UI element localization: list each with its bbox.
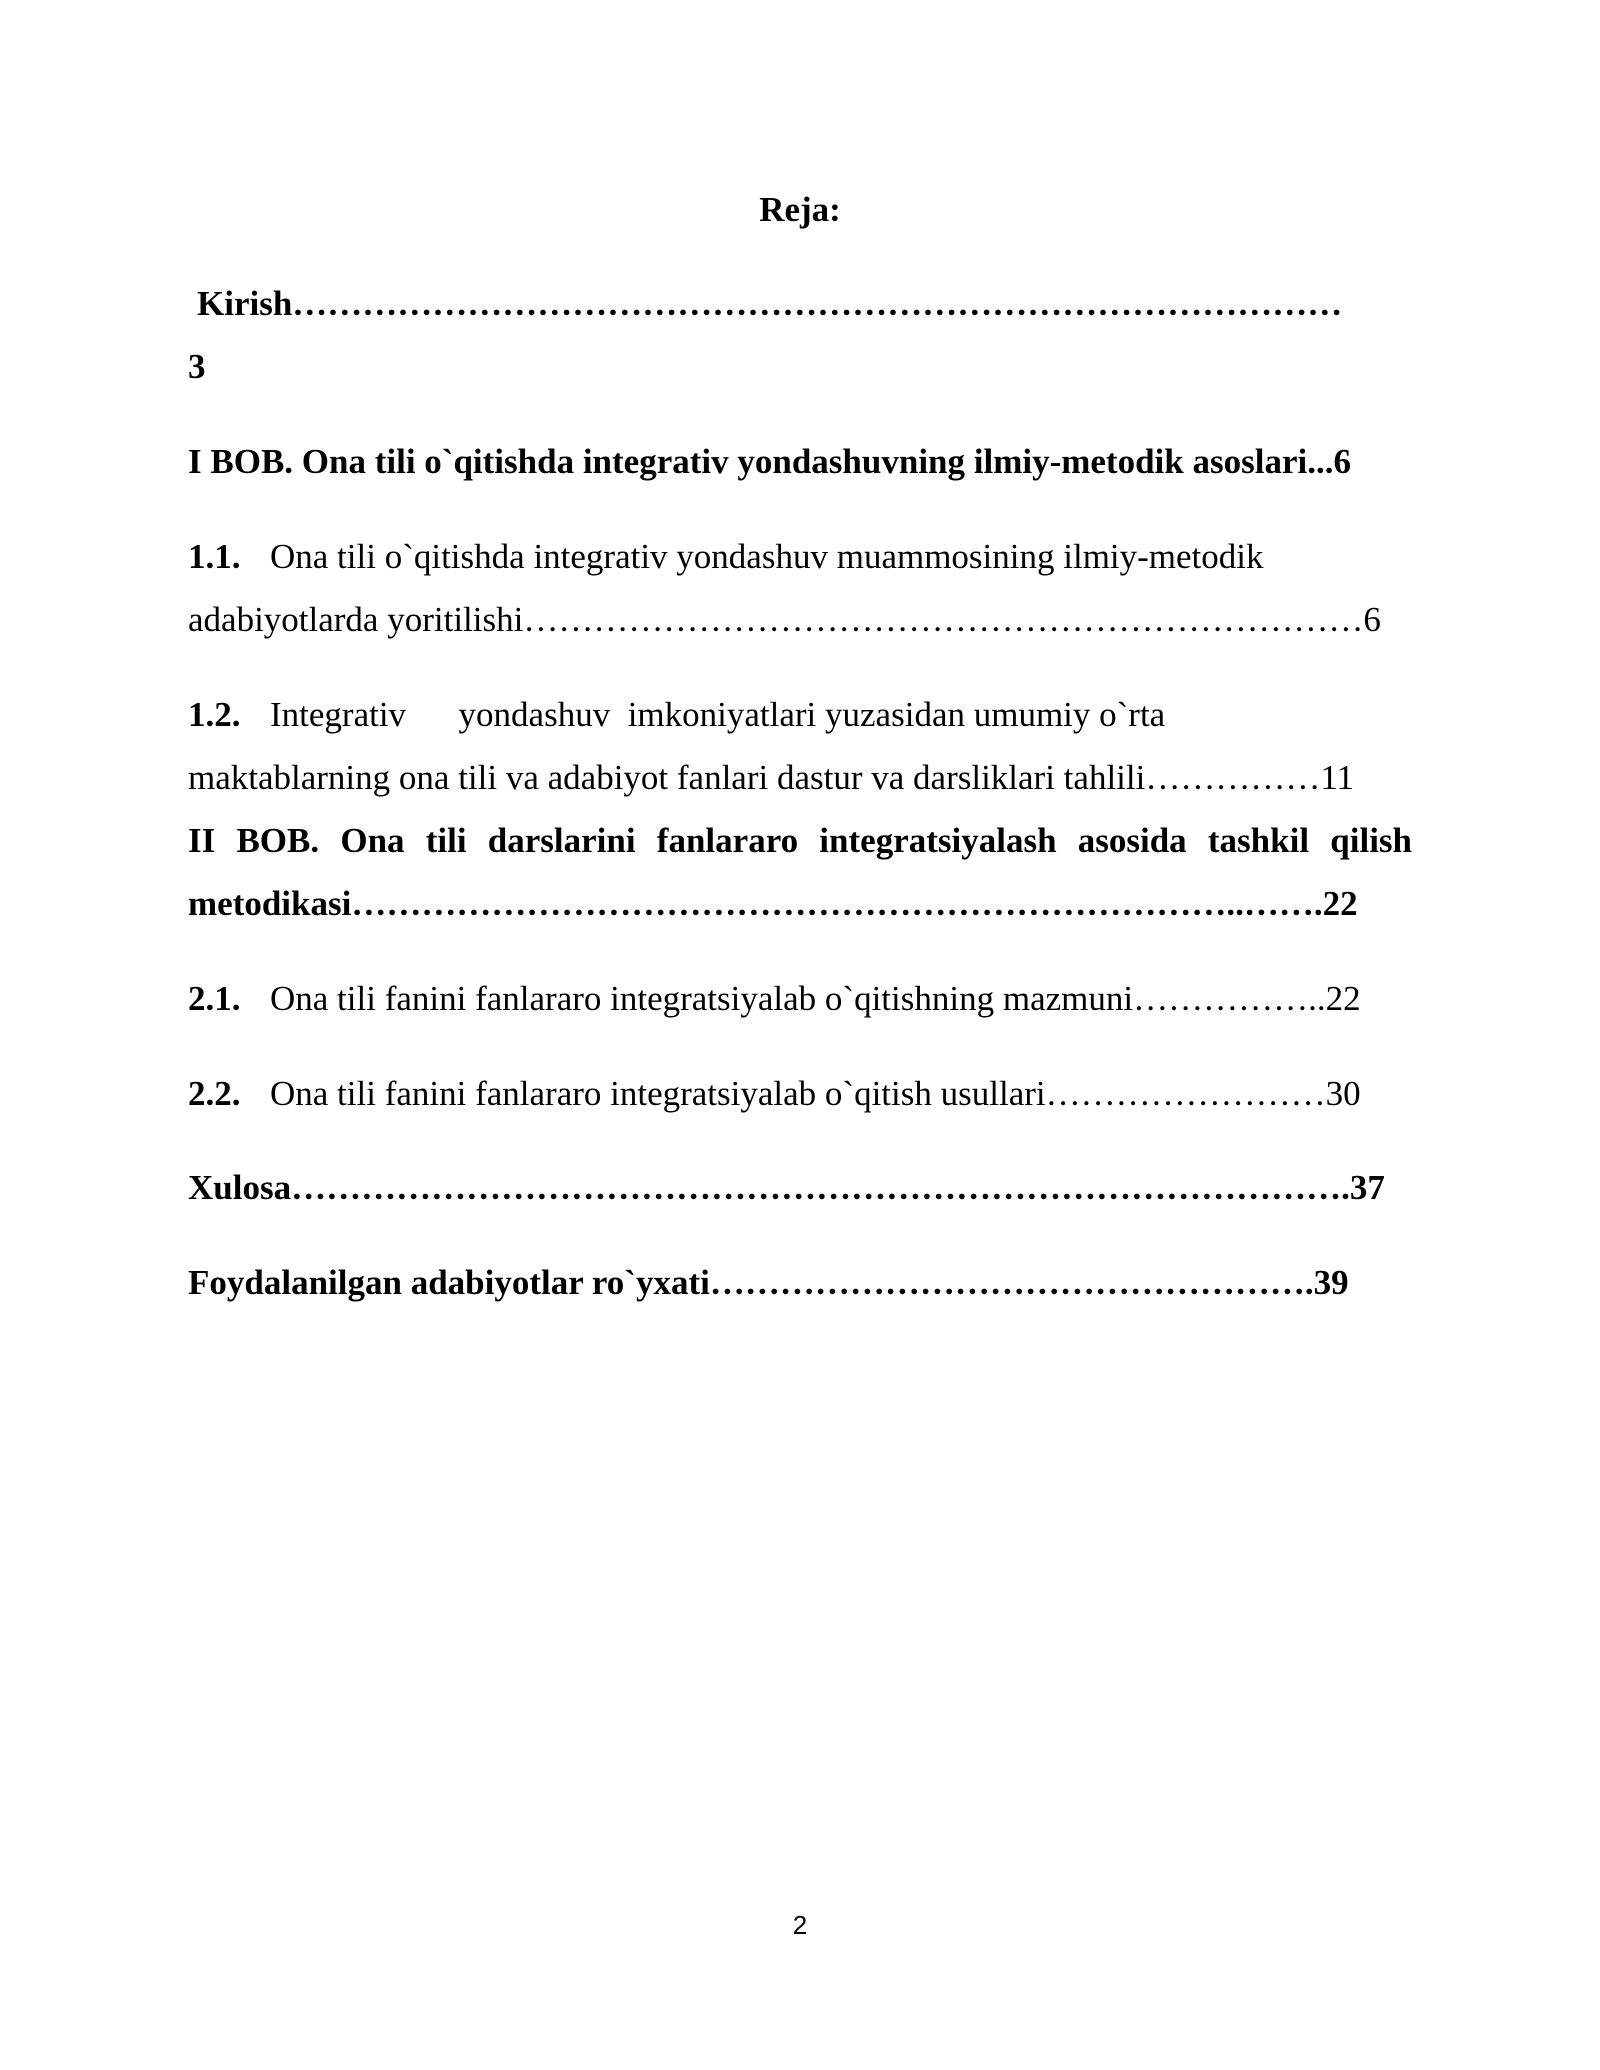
toc-entry-chapter-2-line2: metodikasi…………………………………………………………………..…….22 bbox=[188, 884, 1358, 923]
section-title: Integrativ yondashuv imkoniyatlari yuzasidan umumiy o`rta bbox=[270, 695, 1166, 734]
toc-entry-chapter-2-line1: II BOB. Ona tili darslarini fanlararo integratsiyalash asosida tashkil qilish bbox=[188, 821, 1412, 860]
toc-entry-references: Foydalanilgan adabiyotlar ro`yxati…………………………………………….39 bbox=[188, 1263, 1349, 1302]
page-title: Reja: bbox=[759, 190, 841, 229]
toc-entry-1-1-line2: adabiyotlarda yoritilishi………………………………………………………………6 bbox=[188, 600, 1381, 639]
toc-entry-chapter-1: I BOB. Ona tili o`qitishda integrativ yondashuvning ilmiy-metodik asoslari...6 bbox=[188, 442, 1351, 481]
toc-entry-xulosa: Xulosa……………………………………………………………………………….37 bbox=[188, 1168, 1385, 1207]
section-title: Ona tili o`qitishda integrativ yondashuv muammosining ilmiy-metodik bbox=[270, 537, 1264, 576]
toc-entry-1-2-line1 bbox=[188, 693, 1165, 737]
page-number: 2 bbox=[792, 1910, 808, 1940]
section-number: 1.2. bbox=[188, 695, 241, 734]
section-number: 1.1. bbox=[188, 537, 241, 576]
section-number: 2.2. bbox=[188, 1074, 241, 1113]
toc-entry-1-2-line2: maktablarning ona tili va adabiyot fanlari dastur va darsliklari tahlili……………11 bbox=[188, 758, 1355, 797]
toc-entry-kirish-page: 3 bbox=[188, 347, 206, 386]
section-title: Ona tili fanini fanlararo integratsiyalab o`qitish usullari……………………30 bbox=[270, 1074, 1361, 1113]
section-number: 2.1. bbox=[188, 979, 241, 1018]
toc-entry-kirish: Kirish……………………………………………………………………………… bbox=[197, 284, 1343, 323]
toc-entry-2-2 bbox=[188, 1072, 1361, 1116]
section-title: Ona tili fanini fanlararo integratsiyalab o`qitishning mazmuni……………..22 bbox=[270, 979, 1361, 1018]
toc-entry-1-1-line1 bbox=[188, 535, 1264, 579]
toc-entry-2-1 bbox=[188, 977, 1361, 1021]
